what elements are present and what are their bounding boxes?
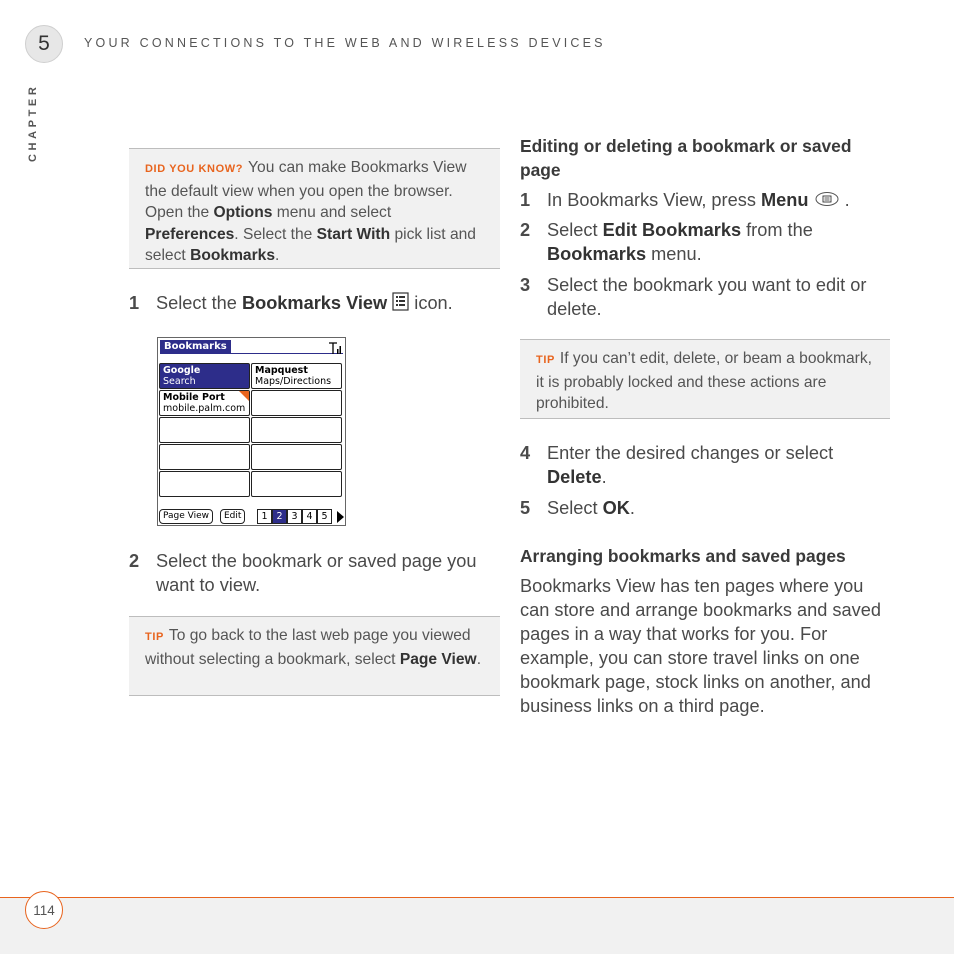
did-you-know-box	[129, 148, 500, 269]
step-number: 1	[520, 190, 531, 210]
page-button-5[interactable]: 5	[317, 509, 332, 524]
arranging-paragraph: Bookmarks View has ten pages where you can store and arrange bookmarks and saved pages in a way that works for you. For example, you can store travel links on one bookmark page, stock links on another, and business links on a third page.	[520, 576, 881, 716]
options-term: Options	[213, 204, 273, 221]
bookmark-title: Mobile Port	[163, 392, 225, 403]
step-text: Enter the desired changes or select	[547, 443, 834, 463]
page-number: 114	[33, 902, 55, 918]
start-with-term: Start With	[316, 225, 391, 243]
step-number: 5	[520, 498, 531, 518]
page-button-1[interactable]: 1	[257, 509, 272, 524]
menu-button-icon	[814, 189, 840, 213]
right-step-4	[520, 441, 890, 489]
left-step-1	[129, 291, 500, 317]
did-you-know-text: You can make Bookmarks View the default view when you open the browser. Open the	[145, 159, 467, 221]
right-step-1	[520, 188, 890, 213]
bookmark-cell-empty[interactable]	[251, 417, 342, 443]
bookmark-cell-empty[interactable]	[159, 471, 250, 497]
step-number: 1	[129, 293, 140, 313]
page-view-button[interactable]: Page View	[159, 509, 213, 524]
bookmark-title: Mapquest	[255, 365, 308, 376]
preferences-term: Preferences	[145, 225, 235, 243]
tip-text: To go back to the last web page you viewed without selecting a bookmark, select	[145, 627, 471, 668]
bookmarks-menu-term: Bookmarks	[547, 244, 647, 264]
step-text: Select	[547, 498, 603, 518]
right-step-2	[520, 218, 890, 266]
page-button-4[interactable]: 4	[302, 509, 317, 524]
edit-button[interactable]: Edit	[220, 509, 245, 524]
page-number-badge	[25, 891, 63, 929]
step-text: Select the bookmark or saved page you want to view.	[156, 551, 477, 595]
did-you-know-text: menu and select	[272, 204, 392, 221]
signal-antenna-icon	[328, 340, 342, 359]
page-button-2[interactable]: 2	[272, 509, 287, 524]
bookmark-title: Google	[163, 365, 201, 376]
footer-band	[0, 898, 954, 954]
step-number: 4	[520, 443, 531, 463]
bookmark-subtitle: mobile.palm.com	[163, 403, 246, 414]
bookmark-cell-empty[interactable]	[159, 444, 250, 470]
tip-box-right	[520, 339, 890, 419]
saved-page-flag-icon	[239, 391, 249, 401]
bookmark-cell-empty[interactable]	[159, 417, 250, 443]
step-text: Select the bookmark you want to edit or delete.	[547, 275, 867, 319]
step-text: .	[839, 190, 850, 210]
delete-term: Delete	[547, 467, 602, 487]
tip-label: TIP	[145, 631, 164, 643]
step-number: 3	[520, 275, 531, 295]
bookmark-cell-empty[interactable]	[251, 390, 342, 416]
chapter-label: CHAPTER	[27, 83, 39, 162]
bookmarks-view-screenshot	[157, 337, 346, 526]
step-text: from the	[741, 220, 813, 240]
next-pages-arrow-icon[interactable]	[337, 511, 344, 523]
chapter-number: 5	[38, 32, 50, 55]
did-you-know-label: DID YOU KNOW?	[145, 163, 244, 175]
edit-bookmarks-term: Edit Bookmarks	[602, 220, 742, 240]
ok-term: OK	[602, 498, 630, 518]
footer-rule	[0, 897, 954, 898]
bookmark-subtitle: Search	[163, 376, 196, 387]
tip-text: If you can’t edit, delete, or beam a bookmark, it is probably locked and these actions are prohibited.	[536, 350, 872, 412]
step-text: In Bookmarks View, press	[547, 190, 761, 210]
did-you-know-text: . Select the	[234, 225, 317, 243]
title-underline	[160, 353, 343, 354]
page-view-term: Page View	[399, 650, 477, 668]
page-button-3[interactable]: 3	[287, 509, 302, 524]
tip-text: .	[476, 650, 482, 668]
bookmarks-view-term: Bookmarks View	[241, 293, 388, 313]
did-you-know-text: .	[275, 247, 280, 264]
step-text: icon.	[409, 293, 453, 313]
heading-editing-bookmark: Editing or deleting a bookmark or saved page	[520, 136, 852, 180]
did-you-know-text: pick list and select	[145, 225, 476, 264]
menu-term: Menu	[760, 190, 809, 210]
bookmark-subtitle: Maps/Directions	[255, 376, 332, 387]
step-text: .	[629, 498, 635, 518]
bookmark-cell-mobile-port[interactable]	[159, 390, 250, 416]
right-step-5	[520, 496, 890, 520]
tip-box-left	[129, 616, 500, 696]
step-text: Select	[547, 220, 603, 240]
step-text: .	[601, 467, 607, 487]
left-step-2	[129, 549, 500, 597]
heading-arranging-bookmarks: Arranging bookmarks and saved pages	[520, 546, 846, 566]
bookmark-cell-empty[interactable]	[251, 444, 342, 470]
right-step-3	[520, 273, 890, 321]
tip-label: TIP	[536, 354, 555, 366]
step-text: menu.	[646, 244, 702, 264]
bookmarks-title: Bookmarks	[160, 340, 231, 354]
step-text: Select the	[156, 293, 242, 313]
bookmarks-term: Bookmarks	[190, 247, 276, 264]
chapter-number-badge	[25, 25, 63, 63]
step-number: 2	[129, 551, 140, 571]
bookmark-cell-google[interactable]	[159, 363, 250, 389]
step-number: 2	[520, 220, 531, 240]
bookmarks-view-icon	[392, 292, 409, 317]
running-head: YOUR CONNECTIONS TO THE WEB AND WIRELESS DEVICES	[84, 36, 606, 50]
bookmark-cell-empty[interactable]	[251, 471, 342, 497]
bookmark-cell-mapquest[interactable]	[251, 363, 342, 389]
